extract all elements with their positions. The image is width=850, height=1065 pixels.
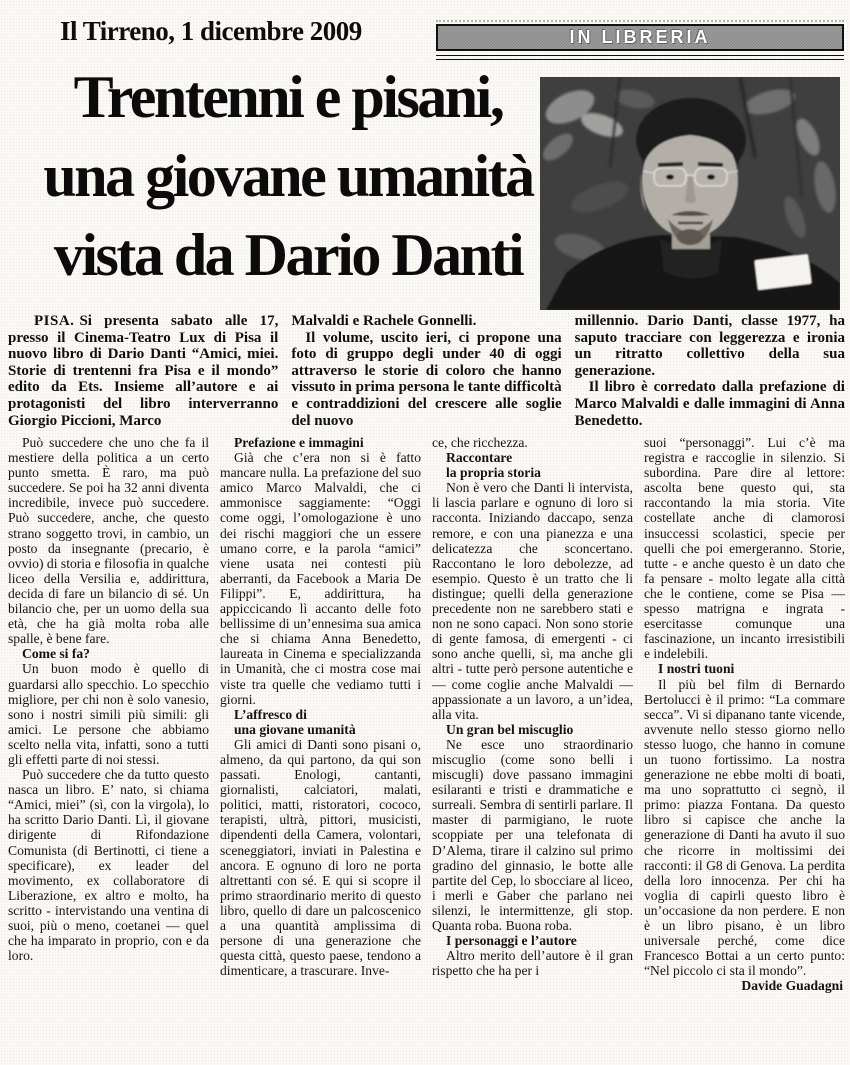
dateline-kicker: PISA. <box>34 313 75 329</box>
in-libreria-badge <box>436 24 844 51</box>
lead-column-3 <box>575 313 845 429</box>
paragraph: Già che c’era non si è fatto mancare nulla. La prefazione del suo amico Marco Malvaldi, che ci ammonisce saggiamente: “Oggi come oggi, l’omologazione è uno dei rischi maggiori che un essere umano corre, e la parola “amici” viene usata nei contesti più aberranti, da Facebook a Maria De Filippi”. E, addirittura, ha appiccicando lì accanto delle foto bellissime di un’ennesima sua amica che si chiama Anna Benedetto, laureata in Cinema e specializzanda in Umanità, che ci mostra cose mai viste tra quelle che vediamo tutti i giorni. <box>220 450 421 707</box>
headline-line-1: Trentenni e pisani, <box>73 64 503 130</box>
paragraph: Ne esce uno straordinario miscuglio (come sono belli i miscugli) dove passano immagini esilaranti e tristi e drammatiche e surreali. Sembra di sentirli parlare. Il master di parmigiano, le ruote scoppiate per una telefonata di D’Alema, tirare il calzino sul primo gradino del ginnasio, le botte alle partite del Cep, lo sbocciare al liceo, i merli e Gaber che parlano nei silenzi, le intermittenze, gli stop. Quanta roba. Buona roba. <box>432 736 633 933</box>
paragraph: suoi “personaggi”. Lui c’è ma registra e raccoglie in silenzio. Si subordina. Pare dire al lettore: ascolta bene questo qui, sta raccontando la mia storia. Vite costellate anche di clamorosi insuccessi scolastici, specie per quelli che poi emergeranno. Storie, tutte - e anche questo è un dato che fa pensare - molto legate alla città che le contiene, come se Pisa — spesso matrigna e ingrata - esercitasse comunque una fascinazione, un incanto irresistibili e indelebili. <box>644 435 845 662</box>
section-heading: Un gran bel miscuglio <box>446 721 574 737</box>
body-column-1 <box>8 435 209 1049</box>
author-photo <box>540 77 840 310</box>
section-heading: Come si fa? <box>22 646 90 662</box>
headline-line-2: una giovane umanità <box>43 143 533 209</box>
lead-column-2 <box>291 313 561 429</box>
paragraph: Il più bel film di Bernardo Bertolucci è il primo: “La commare secca”. Vi si dipanano tante vicende, avvenute nello stesso giorno nello stesso luogo, che hanno in comune un tuono fortissimo. La nostra generazione ne ebbe molti di boati, ma uno soprattutto ci segnò, il primo: piazza Fontana. Da questo libro si capisce che anche la generazione di Danti ha avuto il suo che ricorre in moltissimi dei racconti: il G8 di Genova. La perdita della loro innocenza. Per chi ha voglia di capirli questo libro è un’occasione da non perdere. E non è un libro pisano, è un libro universale perché, come dice Francesco Bottai a un certo punto: “Nel piccolo ci sta il mondo”. <box>644 676 845 979</box>
body-column-4 <box>644 435 845 1049</box>
section-heading: Prefazione e immagini <box>234 435 364 450</box>
paragraph: Può succedere che uno che fa il mestiere della politica a un certo punto smetta. È raro, ma può succedere. Se poi ha 32 anni diventa incredibile, invece può succedere. Può succedere, anche, che questo strano soggetto trovi, in cambio, un posto da insegnante (precario, è ovvio) di storia e filosofia in qualche liceo della Versilia e, addirittura, decida di fare un bilancio di sé. Un bilancio che, per un uomo della sua età, che ha già molta roba alle spalle, è bene fare. <box>8 435 209 647</box>
lead-paragraph: Il volume, uscito ieri, ci propone una foto di gruppo degli under 40 di oggi attraverso le storie di coloro che hanno vissuto in prima persona le tante difficoltà e contraddizioni del crescere alle soglie del nuovo <box>291 329 562 429</box>
section-heading-line: L’affresco di <box>234 706 307 722</box>
article-headline <box>26 58 550 295</box>
paragraph: Non è vero che Danti li intervista, li lascia parlare e ognuno di loro si racconta. Iniziando daccapo, senza remore, e con una pianezza e una delicatezza che sconcertano. Raccontano le loro debolezze, ad esempio. Questo è un tratto che li distingue; quelli della generazione precedente non ne sarebbero stati e non ne sono capaci. Non sono storie di gente famosa, di emergenti - ci sono anche quelli, sì, ma anche gli altri - tutte però persone autentiche e — come coglie anche Malvaldi — appassionate a un lavoro, a un’idea, alla vita. <box>432 480 633 722</box>
badge-top-dotted-rule <box>436 20 844 22</box>
lead-paragraph: millennio. Dario Danti, classe 1977, ha saputo tracciare con leggerezza e ironia un ritratto collettivo della sua generazione. <box>574 313 845 379</box>
lead-text: Si presenta sabato alle 17, presso il Cinema-Teatro Lux di Pisa il nuovo libro di Dario Danti “Amici, miei. Storie di trentenni fra Pisa e il mondo” edito da Ets. Insieme all’autore e ai protagonisti del libro interverranno Giorgio Piccioni, Marco <box>8 313 279 429</box>
lead-paragraph: Malvaldi e Rachele Gonnelli. <box>291 313 477 329</box>
paragraph: Altro merito dell’autore è il gran rispetto che ha per i <box>432 948 633 979</box>
section-heading <box>220 707 421 737</box>
lead-column-1 <box>8 313 278 429</box>
body-column-2 <box>220 435 421 1049</box>
masthead-title: Il Tirreno, 1 dicembre 2009 <box>60 16 362 46</box>
body-column-3 <box>432 435 633 1049</box>
section-heading-line: una giovane umanità <box>234 721 356 737</box>
paragraph: Può succedere che da tutto questo nasca un libro. E’ nato, si chiama “Amici, miei” (sì, con la virgola), lo ha scritto Dario Danti. Lì, il giovane dirigente di Rifondazione Comunista (di Bertinotti, ci tiene a specificare), ex leader del movimento, ex collaboratore di Liberazione, ex altro e molto, ha scritto - intervistando una ventina di suoi, più o meno, coetanei — quel che ha imparato in proprio, con e da loro. <box>8 767 209 964</box>
author-photo-illustration <box>540 77 840 310</box>
section-heading: I personaggi e l’autore <box>446 933 577 949</box>
section-heading-line: Raccontare <box>446 450 513 466</box>
in-libreria-badge-label: IN LIBRERIA <box>569 27 711 47</box>
paragraph: Un buon modo è quello di guardarsi allo specchio. Lo specchio migliore, per chi non è solo vanesio, sono i nostri simili più simili: gli amici. Le persone che abbiamo scelto nella vita, infatti, sono a tutti gli effetti parte di noi stessi. <box>8 661 209 767</box>
lead-paragraph: Il libro è corredato dalla prefazione di Marco Malvaldi e dalle immagini di Anna Benedetto. <box>574 379 845 429</box>
section-heading <box>432 450 633 480</box>
article-body <box>8 435 845 1049</box>
section-heading: I nostri tuoni <box>658 661 735 677</box>
section-heading-line: la propria storia <box>446 465 541 481</box>
paragraph: Gli amici di Danti sono pisani o, almeno, da qui partono, da qui son passati. Enologi, cantanti, giornalisti, calciatori, malati, politici, matti, ristoratori, cococo, terapisti, ultrà, pittori, musicisti, dipendenti della Camera, volontari, sceneggiatori, inviati in Palestina e ancora. E ognuno di loro ne porta altrettanti con sé. E qui si scopre il primo straordinario merito di questo libro, quello di dare un palcoscenico a una quantità amplissima di persone di una generazione che questa città, questo paese, tendono a dimenticare, a trascurare. Inve- <box>220 736 421 979</box>
lead-section <box>8 313 845 429</box>
headline-line-3: vista da Dario Danti <box>53 222 523 288</box>
byline: Davide Guadagni <box>741 978 843 994</box>
paragraph: ce, che ricchezza. <box>432 435 528 450</box>
lead-paragraph <box>8 313 278 429</box>
